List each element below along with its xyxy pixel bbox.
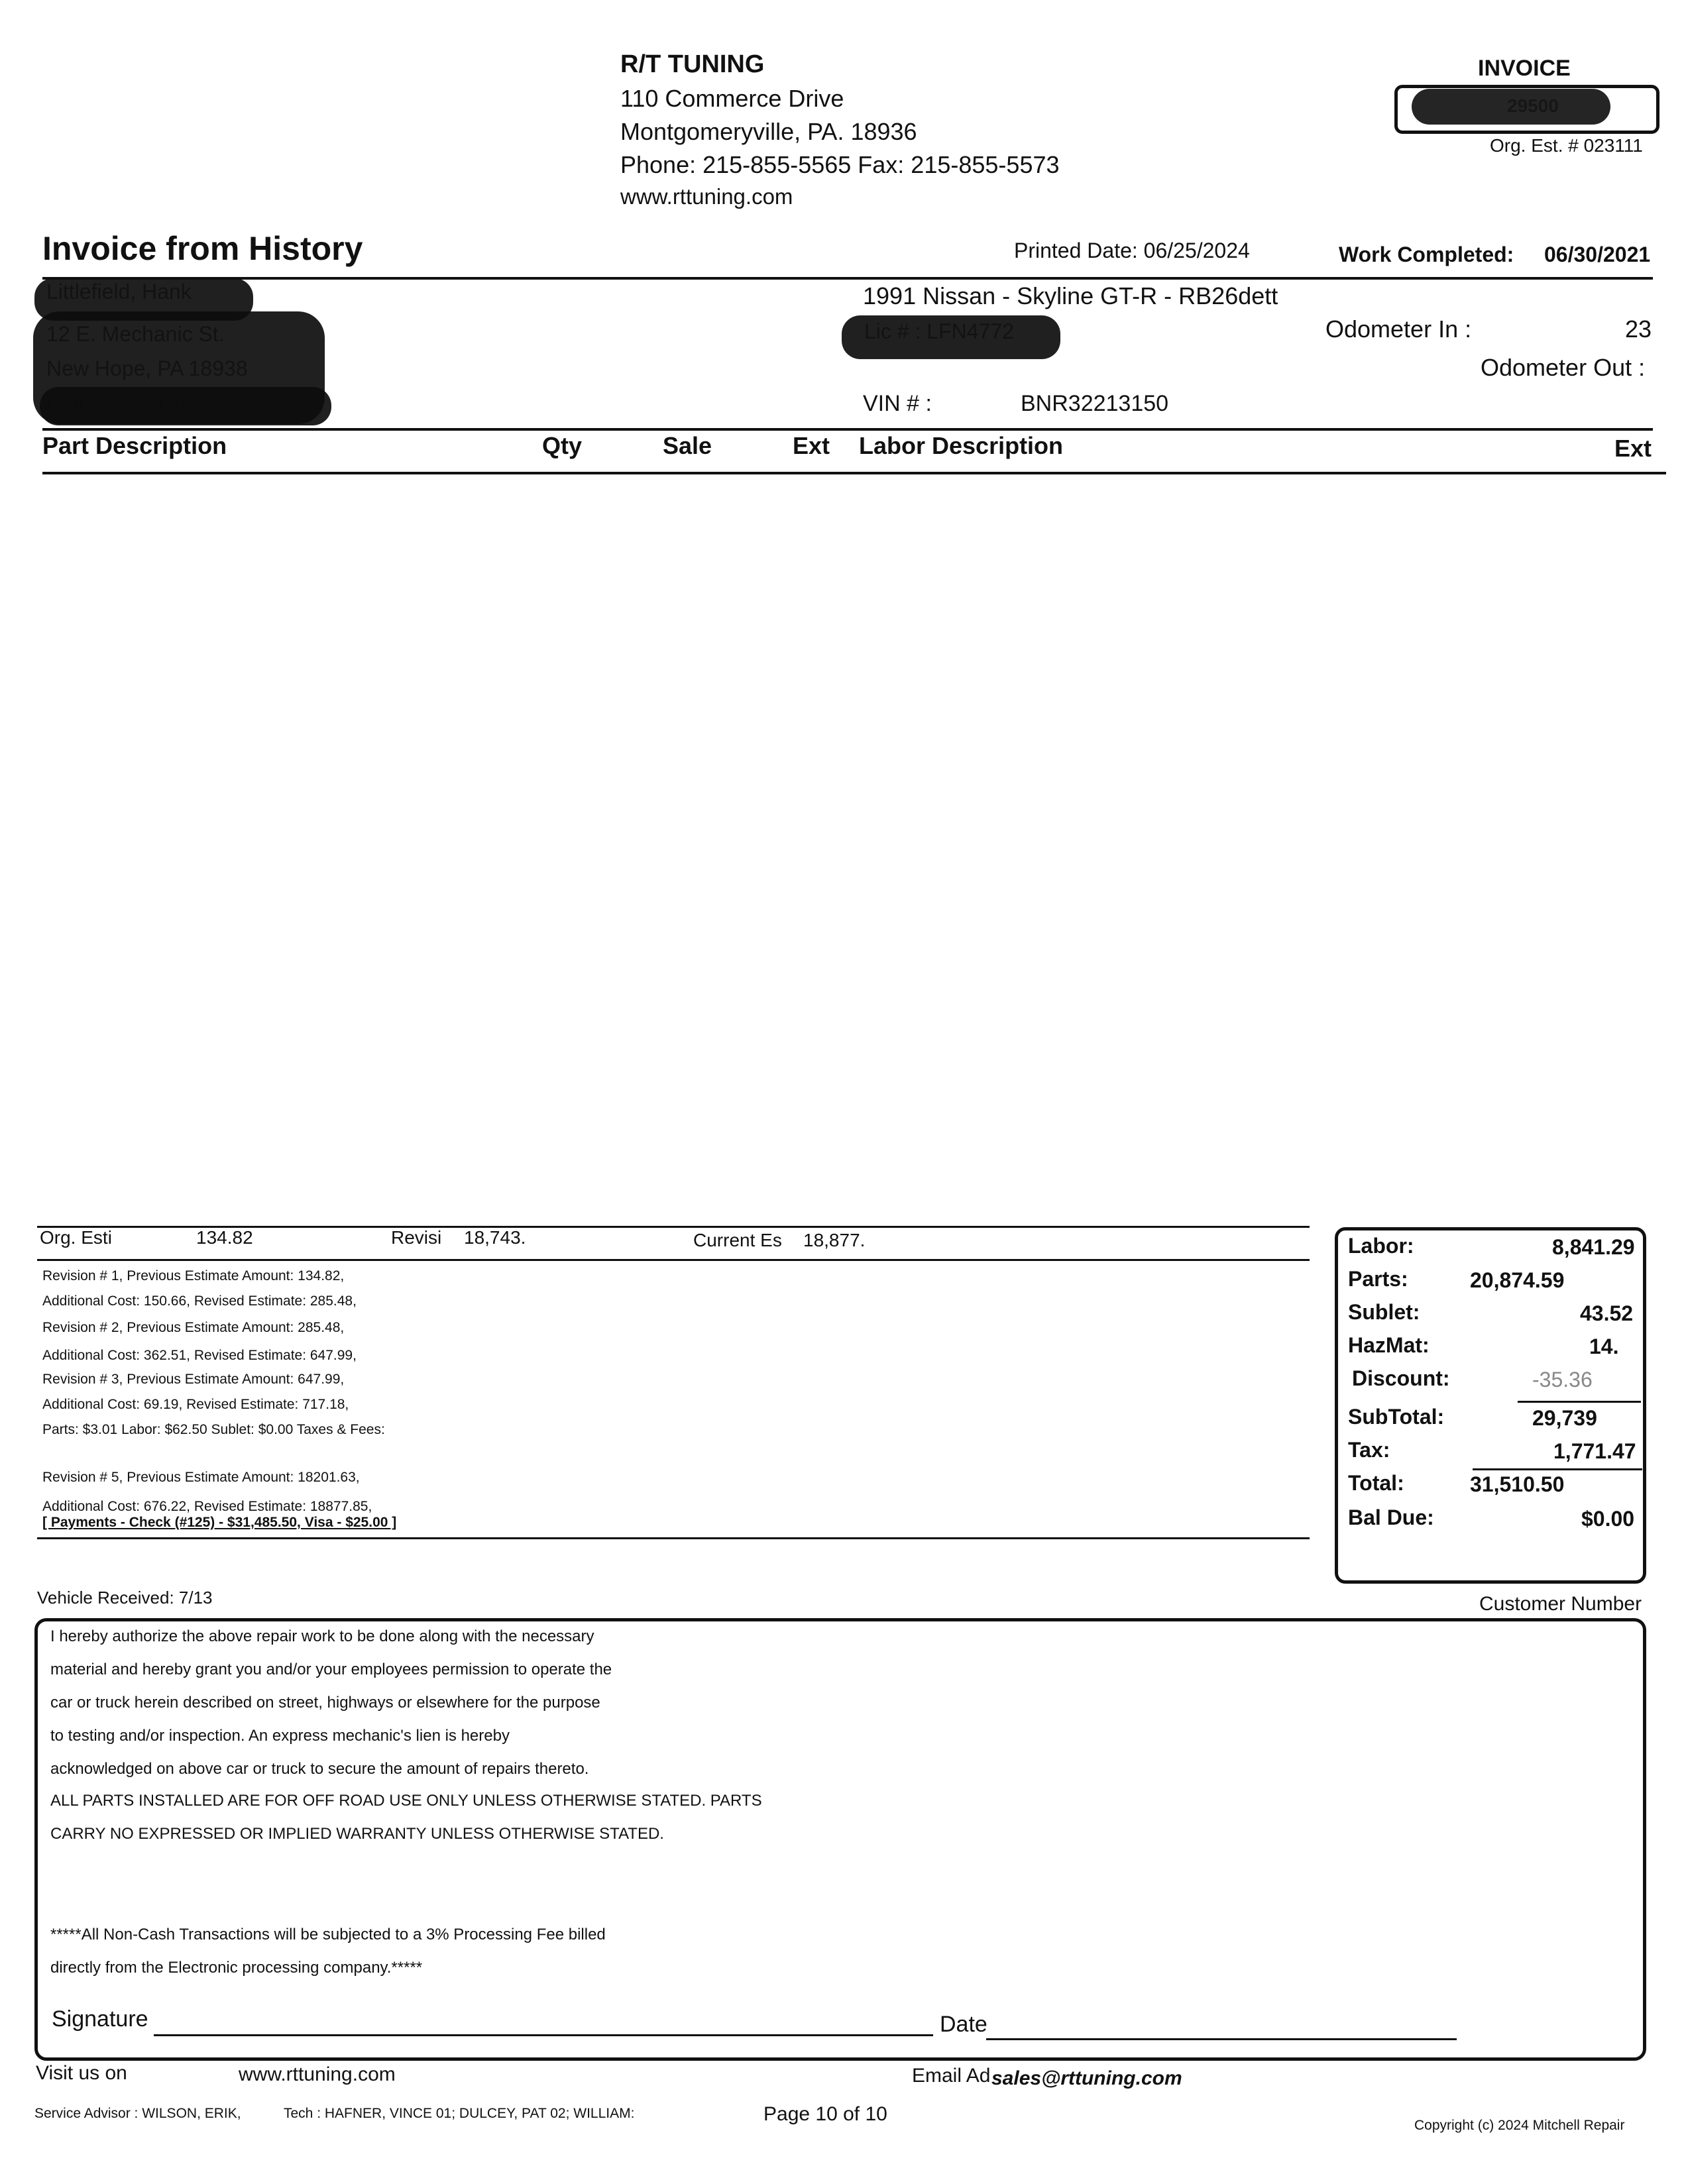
- sublet-value: 43.52: [1580, 1301, 1634, 1325]
- title-rule: [42, 277, 1653, 280]
- authorization-line: CARRY NO EXPRESSED OR IMPLIED WARRANTY UNLESS OTHERWISE STATED.: [50, 1825, 664, 1843]
- email-label: Email Ad: [912, 2065, 991, 2087]
- total-rule: [1473, 1468, 1642, 1470]
- sublet-label: Sublet:: [1348, 1300, 1420, 1324]
- redaction-mark: [1412, 89, 1610, 125]
- tax-label: Tax:: [1348, 1438, 1390, 1462]
- processing-fee-line: *****All Non-Cash Transactions will be subjected to a 3% Processing Fee billed: [50, 1926, 606, 1943]
- parts-label: Parts:: [1348, 1267, 1408, 1291]
- payments-line: [ Payments - Check (#125) - $31,485.50, Visa - $25.00 ]: [42, 1515, 397, 1530]
- odometer-in-label: Odometer In :: [1325, 315, 1472, 343]
- odometer-in-value: 23: [1625, 315, 1652, 343]
- company-website: www.rttuning.com: [620, 184, 793, 209]
- labor-label: Labor:: [1348, 1234, 1414, 1258]
- visit-url[interactable]: www.rttuning.com: [239, 2063, 396, 2085]
- hazmat-label: HazMat:: [1348, 1333, 1430, 1357]
- email-value[interactable]: sales@rttuning.com: [991, 2067, 1182, 2089]
- date-line[interactable]: [986, 2038, 1457, 2040]
- total-label: Total:: [1348, 1471, 1404, 1495]
- processing-fee-line: directly from the Electronic processing company.*****: [50, 1959, 423, 1977]
- revision-line: Additional Cost: 362.51, Revised Estimate: 647.99,: [42, 1348, 357, 1363]
- redaction-mark: [40, 387, 331, 425]
- work-completed-label: Work Completed:: [1339, 243, 1514, 266]
- current-estimate-label: Current Es: [693, 1230, 782, 1250]
- vehicle-received: Vehicle Received: 7/13: [37, 1588, 213, 1608]
- col-sale: Sale: [663, 432, 712, 459]
- col-part-description: Part Description: [42, 432, 227, 459]
- revision-line: Additional Cost: 69.19, Revised Estimate: 717.18,: [42, 1397, 349, 1412]
- revision-line: Revision # 3, Previous Estimate Amount: 647.99,: [42, 1372, 345, 1387]
- odometer-out-label: Odometer Out :: [1481, 354, 1646, 381]
- authorization-line: acknowledged on above car or truck to secure the amount of repairs thereto.: [50, 1760, 589, 1778]
- bal-due-value: $0.00: [1581, 1507, 1635, 1531]
- revision-line: Revision # 1, Previous Estimate Amount: 134.82,: [42, 1268, 345, 1283]
- company-address-2: Montgomeryville, PA. 18936: [620, 118, 917, 145]
- invoice-label: INVOICE: [1478, 56, 1571, 81]
- signature-line[interactable]: [154, 2034, 933, 2036]
- page-number: Page 10 of 10: [763, 2103, 887, 2125]
- org-est-number: Org. Est. # 023111: [1490, 135, 1643, 156]
- bal-due-label: Bal Due:: [1348, 1505, 1434, 1529]
- authorization-line: to testing and/or inspection. An express mechanic's lien is hereby: [50, 1727, 510, 1745]
- current-estimate-value: 18,877.: [803, 1230, 866, 1250]
- subtotal-label: SubTotal:: [1348, 1405, 1445, 1429]
- vehicle-description: 1991 Nissan - Skyline GT-R - RB26dett: [863, 282, 1278, 309]
- hazmat-value: 14.: [1589, 1335, 1619, 1358]
- copyright: Copyright (c) 2024 Mitchell Repair: [1414, 2118, 1625, 2133]
- revision-line: Revision # 5, Previous Estimate Amount: 18201.63,: [42, 1470, 360, 1485]
- date-label: Date: [940, 2012, 987, 2037]
- redaction-mark: [842, 315, 1060, 359]
- subtotal-value: 29,739: [1532, 1406, 1597, 1430]
- labor-value: 8,841.29: [1552, 1235, 1635, 1259]
- visit-label: Visit us on: [36, 2062, 127, 2084]
- signature-label: Signature: [52, 2006, 148, 2032]
- authorization-line: I hereby authorize the above repair work to be done along with the necessary: [50, 1627, 594, 1645]
- tax-value: 1,771.47: [1553, 1439, 1636, 1463]
- vin-label: VIN # :: [863, 391, 932, 416]
- company-name: R/T TUNING: [620, 50, 765, 78]
- col-labor-description: Labor Description: [859, 432, 1064, 459]
- revision-line: Additional Cost: 150.66, Revised Estimate: 285.48,: [42, 1293, 357, 1309]
- discount-label: Discount:: [1352, 1366, 1450, 1390]
- company-address-1: 110 Commerce Drive: [620, 85, 844, 112]
- service-advisor: Service Advisor : WILSON, ERIK,: [34, 2106, 241, 2121]
- revised-estimate-label: Revisi: [391, 1227, 442, 1248]
- revision-line: Parts: $3.01 Labor: $62.50 Sublet: $0.00 Taxes & Fees:: [42, 1422, 385, 1437]
- printed-date: Printed Date: 06/25/2024: [1014, 239, 1250, 262]
- estimate-bottom-rule: [37, 1537, 1310, 1539]
- org-estimate-label: Org. Esti: [40, 1227, 112, 1248]
- estimate-mid-rule: [37, 1259, 1310, 1261]
- revised-estimate-value: 18,743.: [464, 1227, 526, 1248]
- company-phone-fax: Phone: 215-855-5565 Fax: 215-855-5573: [620, 151, 1060, 178]
- columns-rule: [42, 472, 1666, 474]
- work-completed-date: 06/30/2021: [1544, 243, 1651, 266]
- authorization-line: ALL PARTS INSTALLED ARE FOR OFF ROAD USE ONLY UNLESS OTHERWISE STATED. PARTS: [50, 1792, 762, 1810]
- col-qty: Qty: [542, 432, 583, 459]
- parts-value: 20,874.59: [1470, 1268, 1565, 1292]
- tech-list: Tech : HAFNER, VINCE 01; DULCEY, PAT 02; WILLIAM:: [284, 2106, 635, 2121]
- authorization-line: car or truck herein described on street, highways or elsewhere for the purpose: [50, 1694, 600, 1712]
- authorization-line: material and hereby grant you and/or your employees permission to operate the: [50, 1661, 612, 1678]
- customer-number-label: Customer Number: [1479, 1593, 1642, 1615]
- header-rule: [42, 428, 1653, 431]
- col-ext: Ext: [793, 432, 830, 459]
- page-title: Invoice from History: [42, 230, 363, 267]
- revision-line: Additional Cost: 676.22, Revised Estimate: 18877.85,: [42, 1499, 372, 1514]
- org-estimate-value: 134.82: [196, 1227, 253, 1248]
- total-value: 31,510.50: [1470, 1472, 1565, 1496]
- col-labor-ext: Ext: [1614, 435, 1652, 462]
- discount-value: -35.36: [1532, 1368, 1593, 1392]
- vin-value: BNR32213150: [1021, 391, 1169, 416]
- subtotal-rule: [1518, 1401, 1641, 1403]
- revision-line: Revision # 2, Previous Estimate Amount: 285.48,: [42, 1320, 345, 1335]
